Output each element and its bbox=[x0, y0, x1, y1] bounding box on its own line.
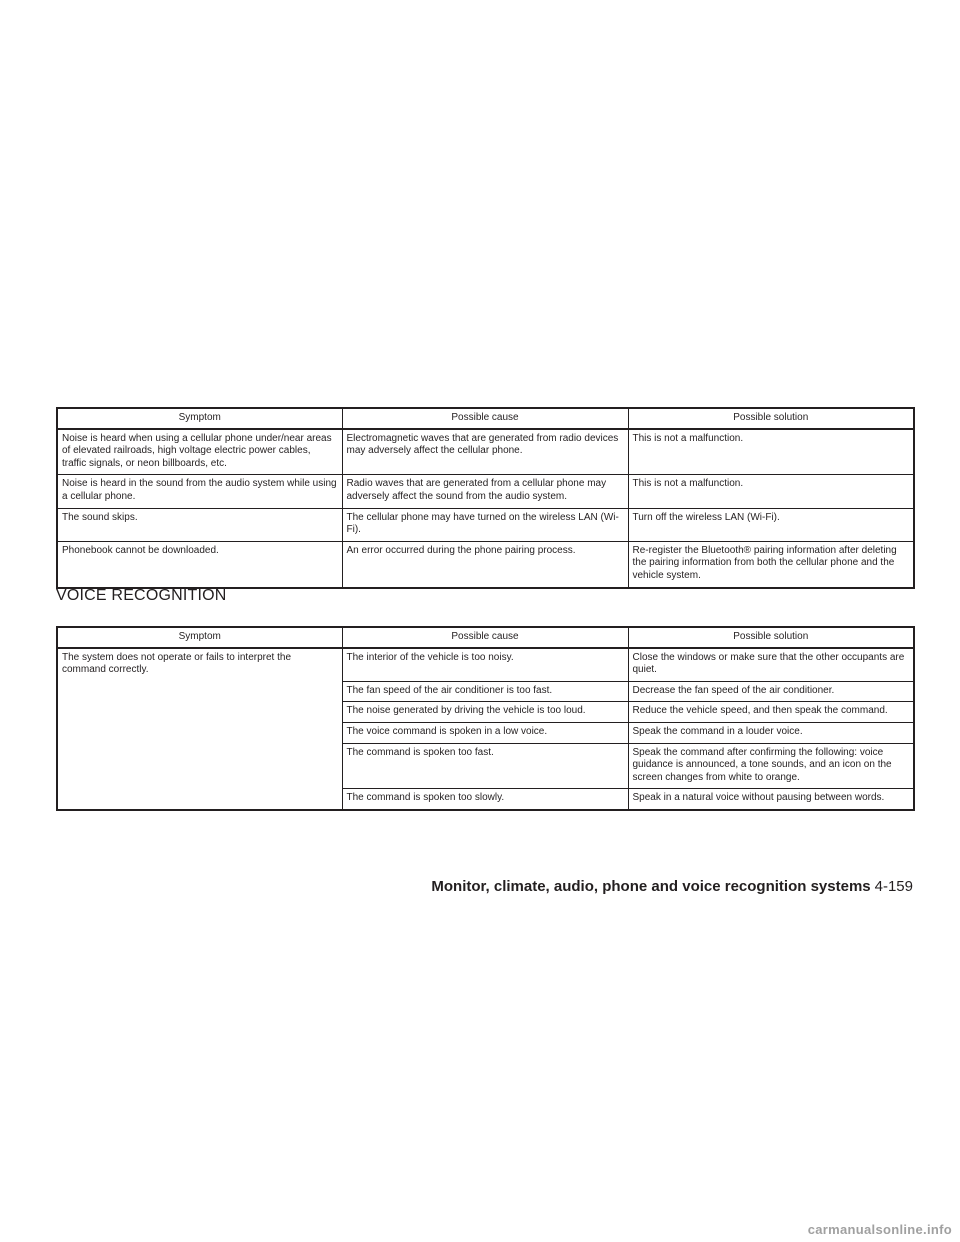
header-symptom: Symptom bbox=[57, 627, 342, 648]
symptom-cell: Phonebook cannot be downloaded. bbox=[57, 541, 342, 587]
solution-cell: Re-register the Bluetooth® pairing information after deleting the pairing information from both the cellular phone and the vehicle system. bbox=[628, 541, 914, 587]
solution-cell: Speak in a natural voice without pausing between words. bbox=[628, 789, 914, 810]
cause-cell: The command is spoken too slowly. bbox=[342, 789, 628, 810]
solution-cell: Turn off the wireless LAN (Wi-Fi). bbox=[628, 508, 914, 541]
table-row bbox=[57, 429, 914, 475]
cause-cell: The voice command is spoken in a low voice. bbox=[342, 722, 628, 743]
header-possible-cause: Possible cause bbox=[342, 627, 628, 648]
cause-cell: The interior of the vehicle is too noisy. bbox=[342, 648, 628, 682]
cause-cell: An error occurred during the phone pairing process. bbox=[342, 541, 628, 587]
cause-cell: The fan speed of the air conditioner is too fast. bbox=[342, 681, 628, 702]
cause-cell: Radio waves that are generated from a cellular phone may adversely affect the sound from the audio system. bbox=[342, 475, 628, 508]
cause-cell: The command is spoken too fast. bbox=[342, 743, 628, 789]
page-footer bbox=[431, 878, 913, 895]
solution-cell: Close the windows or make sure that the other occupants are quiet. bbox=[628, 648, 914, 682]
section-title-voice-recognition: VOICE RECOGNITION bbox=[56, 587, 227, 604]
symptom-cell: Noise is heard in the sound from the audio system while using a cellular phone. bbox=[57, 475, 342, 508]
symptom-cell: The system does not operate or fails to interpret the command correctly. bbox=[57, 648, 342, 810]
solution-cell: Decrease the fan speed of the air conditioner. bbox=[628, 681, 914, 702]
symptom-cell: The sound skips. bbox=[57, 508, 342, 541]
watermark: carmanualsonline.info bbox=[807, 1222, 952, 1237]
table-row bbox=[57, 541, 914, 587]
header-symptom: Symptom bbox=[57, 408, 342, 429]
solution-cell: Speak the command in a louder voice. bbox=[628, 722, 914, 743]
table-row bbox=[57, 648, 914, 682]
troubleshooting-table-phone bbox=[56, 407, 915, 589]
cause-cell: The cellular phone may have turned on the wireless LAN (Wi-Fi). bbox=[342, 508, 628, 541]
header-possible-solution: Possible solution bbox=[628, 627, 914, 648]
table-row bbox=[57, 508, 914, 541]
cause-cell: The noise generated by driving the vehicle is too loud. bbox=[342, 702, 628, 723]
symptom-cell: Noise is heard when using a cellular phone under/near areas of elevated railroads, high voltage electric power cables, traffic signals, or neon billboards, etc. bbox=[57, 429, 342, 475]
solution-cell: This is not a malfunction. bbox=[628, 475, 914, 508]
table-header-row bbox=[57, 627, 914, 648]
header-possible-cause: Possible cause bbox=[342, 408, 628, 429]
page-number: 4-159 bbox=[874, 878, 913, 895]
table-header-row bbox=[57, 408, 914, 429]
solution-cell: Reduce the vehicle speed, and then speak the command. bbox=[628, 702, 914, 723]
solution-cell: Speak the command after confirming the following: voice guidance is announced, a tone sounds, and an icon on the screen changes from white to orange. bbox=[628, 743, 914, 789]
header-possible-solution: Possible solution bbox=[628, 408, 914, 429]
footer-section-title: Monitor, climate, audio, phone and voice recognition systems bbox=[431, 878, 871, 895]
table-row bbox=[57, 475, 914, 508]
cause-cell: Electromagnetic waves that are generated from radio devices may adversely affect the cellular phone. bbox=[342, 429, 628, 475]
troubleshooting-table-voice bbox=[56, 626, 915, 811]
solution-cell: This is not a malfunction. bbox=[628, 429, 914, 475]
